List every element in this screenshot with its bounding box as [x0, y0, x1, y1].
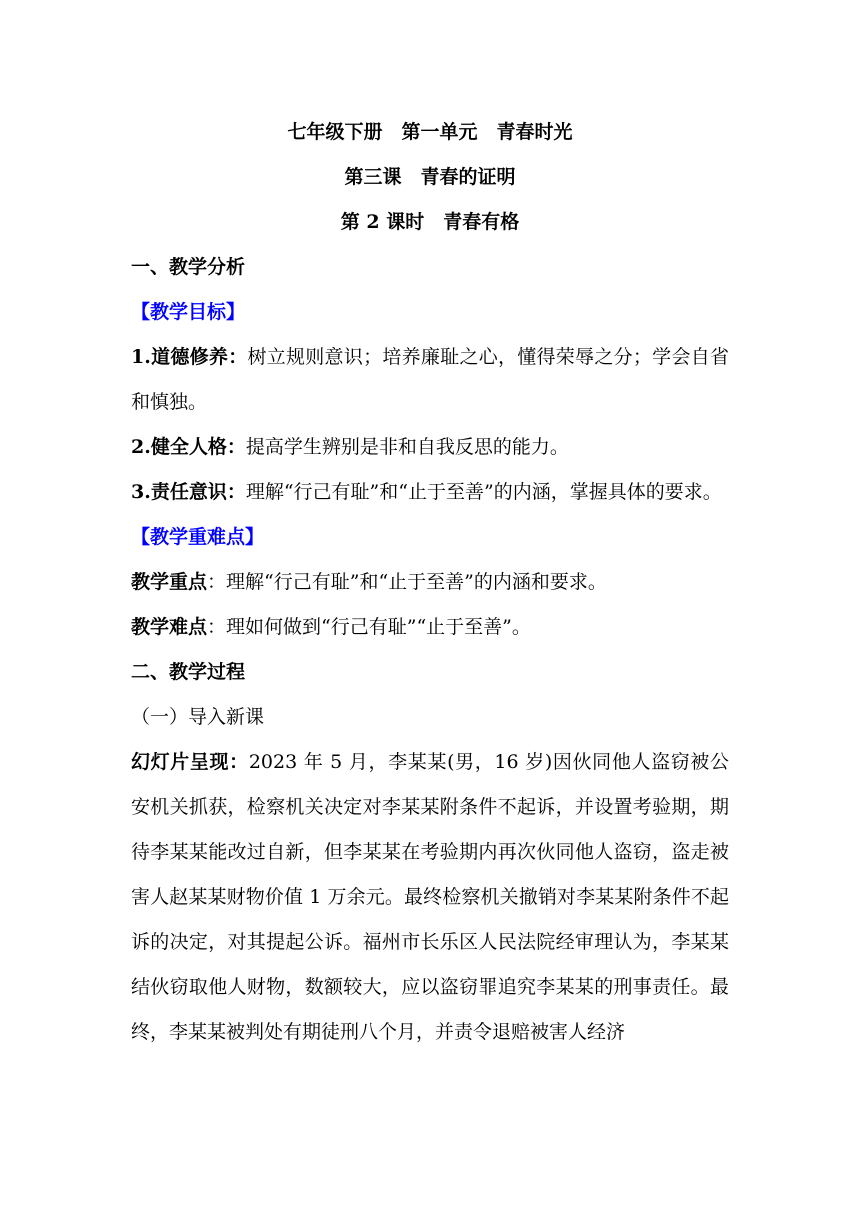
key-point-label: 教学重点 [131, 571, 208, 593]
goal-label: 2.健全人格： [131, 436, 246, 458]
goal-text: 理解“行己有耻”和“止于至善”的内涵，掌握具体的要求。 [245, 481, 722, 503]
section-heading-analysis: 一、教学分析 [131, 256, 246, 278]
key-point-text: ：理如何做到“行己有耻”“止于至善”。 [207, 616, 531, 638]
key-point-label: 教学难点 [131, 616, 208, 638]
key-points-heading: 【教学重难点】 [131, 526, 265, 548]
goal-label: 1.道德修养： [131, 346, 248, 368]
goal-item [131, 470, 729, 515]
title-grade-unit: 七年级下册 第一单元 青春时光 [287, 121, 573, 143]
sub-heading-intro: （一）导入新课 [131, 706, 265, 728]
slide-label: 幻灯片呈现： [131, 751, 249, 773]
title-lesson: 第三课 青春的证明 [344, 166, 516, 188]
title-period: 第 2 课时 青春有格 [340, 211, 520, 233]
goal-text: 树立规则意识；培养廉耻之心，懂得荣辱之分；学会自省和慎独。 [131, 346, 729, 413]
goal-item [131, 425, 729, 470]
slide-paragraph [131, 740, 729, 1055]
key-point-item [131, 560, 729, 605]
goal-label: 3.责任意识： [131, 481, 246, 503]
section-heading-process: 二、教学过程 [131, 661, 246, 683]
goals-heading: 【教学目标】 [131, 301, 246, 323]
slide-text: 2023 年 5 月，李某某(男，16 岁)因伙同他人盗窃被公安机关抓获，检察机关决定对李某某附条件不起诉，并设置考验期，期待李某某能改过自新，但李某某在考验期内再次伙同他人盗窃，盗走被害人赵某某财物价值 1 万余元。最终检察机关撤销对李某某附条件不起诉的决定，对其提起公诉。福州市长乐区人民法院经审理认为，李某某结伙窃取他人财物，数额较大，应以盗窃罪追究李某某的刑事责任。最终，李某某被判处有期徒刑八个月，并责令退赔被害人经济 [131, 751, 729, 1043]
key-point-text: ：理解“行己有耻”和“止于至善”的内涵和要求。 [207, 571, 607, 593]
goal-text: 提高学生辨别是非和自我反思的能力。 [245, 436, 569, 458]
goal-item [131, 335, 729, 425]
document-content [131, 110, 729, 1055]
key-point-item [131, 605, 729, 650]
